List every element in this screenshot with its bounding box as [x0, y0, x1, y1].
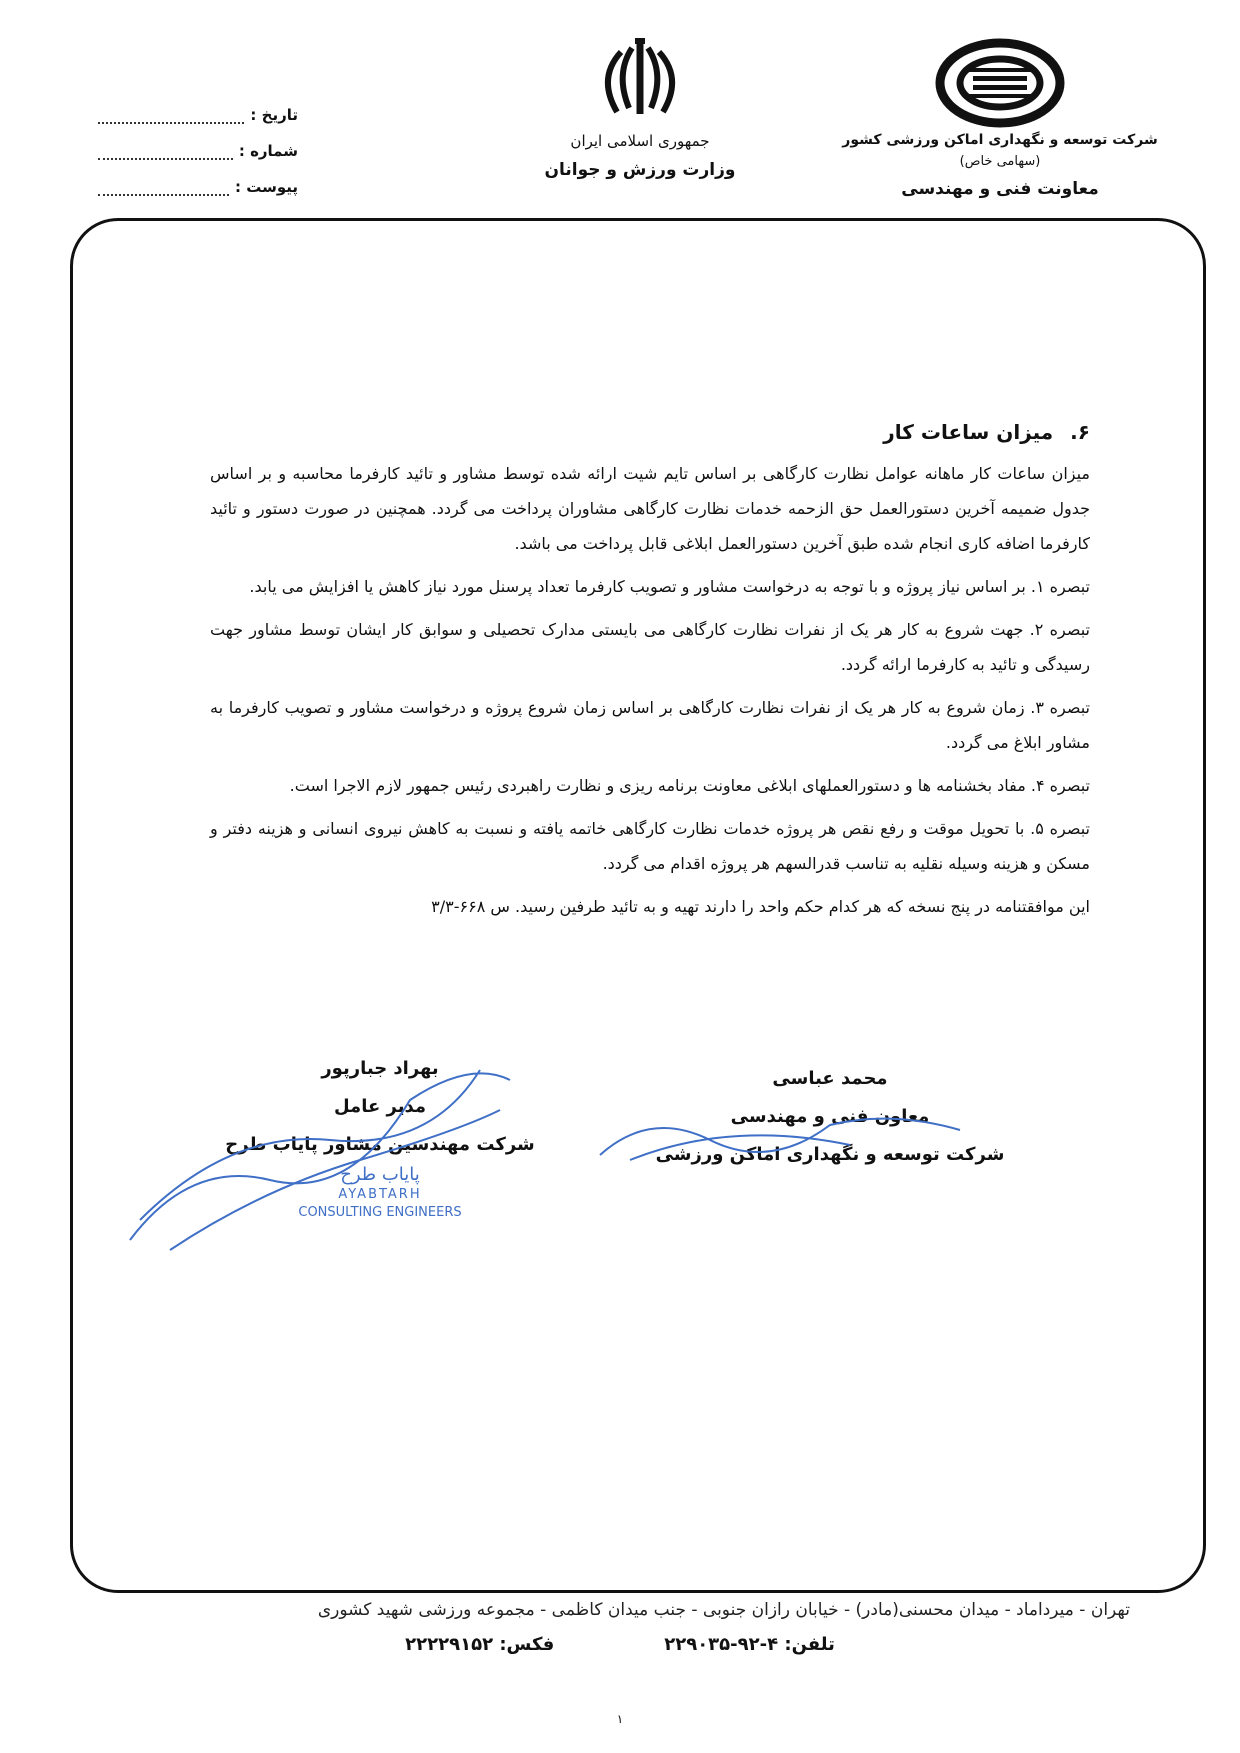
footer-address: تهران - میرداماد - میدان محسنی(مادر) - خیابان رازان جنوبی - جنب میدان کاظمی - مجموعه ورزشی شهید کشوری — [317, 1600, 1130, 1620]
footer-contacts — [110, 1634, 1130, 1655]
footer-fax: فکس: ۲۲۲۲۹۱۵۲ — [405, 1634, 555, 1655]
company-type: (سهامی خاص) — [959, 154, 1041, 169]
emblem-header — [480, 34, 800, 180]
company-header — [820, 38, 1180, 199]
company-name: شرکت توسعه و نگهداری اماکن ورزشی کشور — [842, 132, 1158, 148]
company-logo-icon — [935, 38, 1065, 128]
paragraph-note-5: تبصره ۵. با تحویل موقت و رفع نقص هر پروژه خدمات نظارت کارگاهی خاتمه یافته و نسبت به کاهش نیروی انسانی و هزینه دفتر و مسکن و هزینه وسیله نقلیه به تناسب قدرالسهم هر پروژه اقدام می گردد. — [210, 819, 1091, 873]
stamp-english-sub: CONSULTING ENGINEERS — [298, 1205, 462, 1220]
paragraph-note-2: تبصره ۲. جهت شروع به کار هر یک از نفرات نظارت کارگاهی می بایستی مدارک تحصیلی و سوابق کار ایشان توسط مشاور جهت رسیدگی و تائید به کارفرما ارائه گردد. — [210, 620, 1091, 674]
signatory-right-name: محمد عباسی — [772, 1068, 888, 1089]
signatory-left-title: مدیر عامل — [333, 1096, 427, 1117]
paragraph-note-4: تبصره ۴. مفاد بخشنامه ها و دستورالعملهای ابلاغی معاونت برنامه ریزی و نظارت راهبردی رئیس جمهور لازم الاجرا است. — [289, 776, 1090, 795]
signatory-right-org: شرکت توسعه و نگهداری اماکن ورزشی — [655, 1144, 1005, 1165]
meta-date-label: تاریخ : — [250, 106, 298, 124]
signature-right — [620, 1060, 1040, 1174]
signatory-right-title: معاون فنی و مهندسی — [730, 1106, 930, 1127]
paragraph-closing: این موافقتنامه در پنج نسخه که هر کدام حکم واحد را دارند تهیه و به تائید طرفین رسید. س ۶۶۸-۳/۳ — [431, 897, 1090, 916]
footer — [110, 1600, 1130, 1655]
meta-attachment-line — [98, 178, 229, 196]
meta-date-line — [98, 106, 244, 124]
section-title: میزان ساعات کار — [883, 420, 1054, 444]
letter-meta — [98, 88, 298, 196]
footer-phone: تلفن: ۴-۹۲-۲۲۹۰۳۵ — [664, 1634, 835, 1655]
paragraph-note-1: تبصره ۱. بر اساس نیاز پروژه و با توجه به درخواست مشاور و تصویب کارفرما تعداد پرسنل مورد نیاز کاهش یا افزایش می یابد. — [249, 577, 1090, 596]
meta-number-row — [98, 124, 298, 160]
stamp-persian: پایاب طرح — [340, 1164, 420, 1185]
national-emblem-icon — [595, 34, 685, 124]
section-number: ۶. — [1070, 420, 1090, 444]
ministry-name: وزارت ورزش و جوانان — [544, 160, 736, 180]
signatory-left-name: بهراد جبارپور — [321, 1058, 439, 1079]
page-number: ۱ — [616, 1712, 624, 1726]
letter-body — [210, 420, 1090, 932]
meta-date-row — [98, 88, 298, 124]
country-name: جمهوری اسلامی ایران — [570, 132, 710, 150]
section-heading — [210, 420, 1090, 444]
signatory-left-org: شرکت مهندسین مشاور پایاب طرح — [225, 1134, 535, 1155]
paragraph-main: میزان ساعات کار ماهانه عوامل نظارت کارگاهی بر اساس تایم شیت ارائه شده توسط مشاور و تائید کارفرما محاسبه و بر اساس جدول ضمیمه آخرین دستورالعمل حق الزحمه خدمات نظارت کارگاهی مشاوران پرداخت می گردد. همچنین در صورت دستور و تائید کارفرما اضافه کاری انجام شده طبق آخرین دستورالعمل ابلاغی قابل پرداخت می باشد. — [210, 464, 1090, 553]
meta-number-line — [98, 142, 233, 160]
company-department: معاونت فنی و مهندسی — [901, 179, 1099, 199]
paragraph-note-3: تبصره ۳. زمان شروع به کار هر یک از نفرات نظارت کارگاهی بر اساس زمان شروع پروژه و درخواست مشاور و تصویب کارفرما به مشاور ابلاغ می گردد. — [210, 698, 1091, 752]
signature-left — [180, 1050, 580, 1222]
meta-number-label: شماره : — [238, 142, 298, 160]
meta-attachment-label: پیوست : — [234, 178, 298, 196]
stamp-english: AYABTARH — [338, 1187, 422, 1202]
meta-attachment-row — [98, 160, 298, 196]
